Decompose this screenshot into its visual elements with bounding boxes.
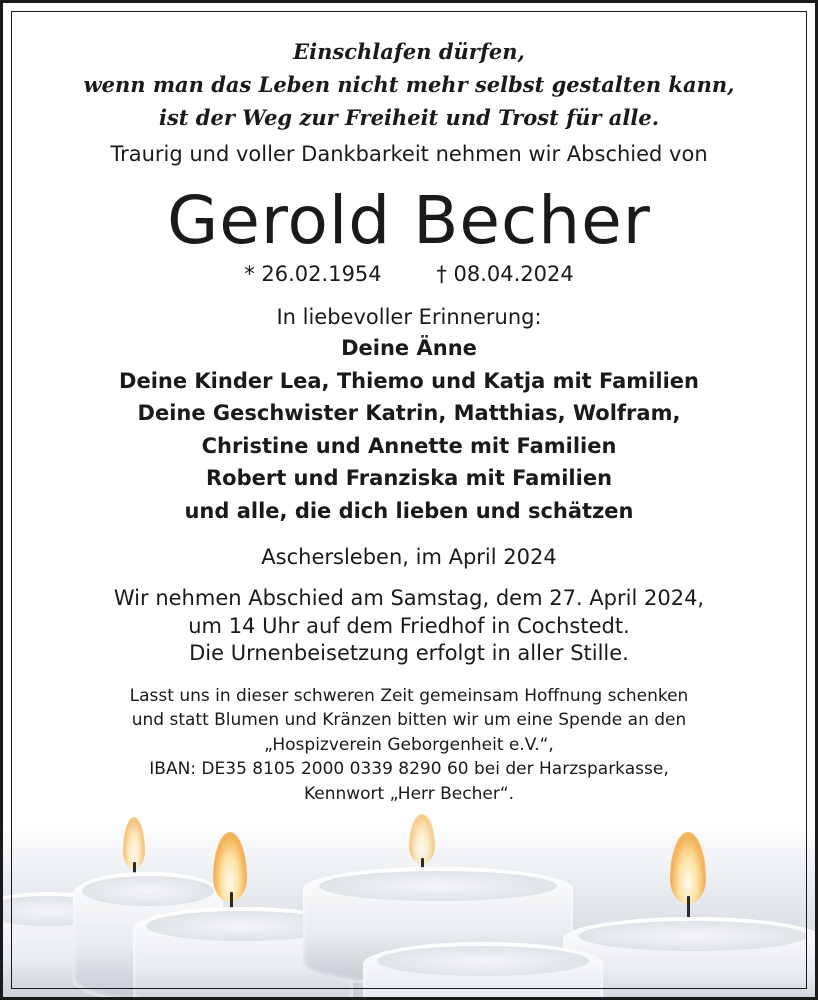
- place-date: Aschersleben, im April 2024: [261, 545, 557, 569]
- ceremony-line: Die Urnenbeisetzung erfolgt in aller Stille.: [189, 641, 629, 665]
- life-dates: [3, 260, 815, 288]
- donation-line: IBAN: DE35 8105 2000 0339 8290 60 bei der Harzsparkasse,: [149, 759, 669, 779]
- candle: [363, 942, 603, 1000]
- flame-icon: [409, 814, 435, 864]
- donation-line: Kennwort „Herr Becher“.: [303, 783, 515, 804]
- poem-line: ist der Weg zur Freiheit und Trost für alle.: [158, 105, 660, 130]
- donation-info: [3, 684, 815, 807]
- candles-image: [3, 822, 815, 997]
- birth-date: * 26.02.1954: [244, 262, 382, 286]
- donation-line: und statt Blumen und Kränzen bitten wir um eine Spende an den: [131, 710, 687, 730]
- death-date: † 08.04.2024: [436, 262, 574, 286]
- mourner-line: Deine Geschwister Katrin, Matthias, Wolfram,: [137, 401, 681, 425]
- donation-line: Lasst uns in dieser schweren Zeit gemeinsam Hoffnung schenken: [129, 685, 689, 706]
- ceremony-info: [3, 585, 815, 668]
- poem-line: Einschlafen dürfen,: [293, 39, 525, 64]
- poem: [3, 35, 815, 134]
- ceremony-line: Wir nehmen Abschied am Samstag, dem 27. April 2024,: [113, 586, 705, 610]
- ceremony-line: um 14 Uhr auf dem Friedhof in Cochstedt.: [188, 613, 630, 638]
- flame-icon: [670, 832, 706, 904]
- mourner-line: Deine Änne: [341, 336, 477, 360]
- mourners-list: [3, 332, 815, 527]
- deceased-name: Gerold Becher: [167, 182, 651, 259]
- mourner-line: Deine Kinder Lea, Thiemo und Katja mit Familien: [119, 368, 699, 393]
- memory-label: In liebevoller Erinnerung:: [276, 305, 542, 329]
- obituary-text: [3, 3, 815, 806]
- mourner-line: Christine und Annette mit Familien: [201, 433, 617, 458]
- mourner-line: Robert und Franziska mit Familien: [205, 466, 613, 490]
- intro-text: Traurig und voller Dankbarkeit nehmen wir Abschied von: [110, 142, 708, 166]
- poem-line: wenn man das Leben nicht mehr selbst gestalten kann,: [83, 72, 735, 97]
- mourner-line: und alle, die dich lieben und schätzen: [184, 498, 634, 523]
- donation-line: „Hospizverein Geborgenheit e.V.“,: [264, 734, 554, 755]
